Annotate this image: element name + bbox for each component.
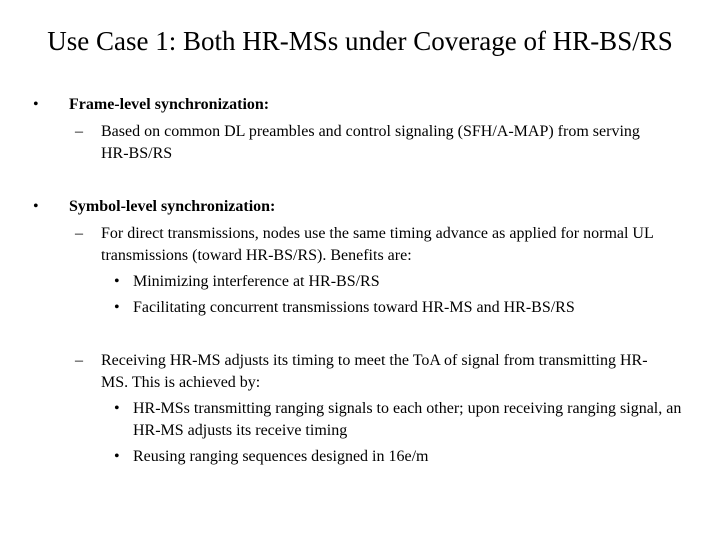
bullet-marker: • [114, 273, 120, 290]
frame-level-heading: Frame-level synchronization: [69, 96, 270, 113]
bullet-marker: • [114, 400, 120, 417]
slide-title: Use Case 1: Both HR-MSs under Coverage of HR-BS/RS [47, 26, 673, 56]
minimizing-interference-text: Minimizing interference at HR-BS/RS [133, 273, 380, 290]
concurrent-transmissions-text: Facilitating concurrent transmissions toward HR-MS and HR-BS/RS [133, 299, 575, 316]
receiving-hr-ms-text: Receiving HR-MS adjusts its timing to meet the ToA of signal from transmitting HR-MS. This is achieved by: [101, 352, 648, 391]
symbol-level-heading: Symbol-level synchronization: [69, 198, 276, 215]
bullet-marker: • [33, 96, 39, 113]
dash-marker: – [75, 225, 83, 242]
bullet-marker: • [33, 198, 39, 215]
subsubbullet-reusing-ranging [0, 446, 720, 468]
bullet-marker: • [114, 448, 120, 465]
ranging-signals-text: HR-MSs transmitting ranging signals to each other; upon receiving ranging signal, an HR-MS adjusts its receive timing [133, 400, 682, 439]
subbullet-direct-transmissions [0, 223, 720, 267]
bullet-marker: • [114, 299, 120, 316]
dash-marker: – [75, 123, 83, 140]
common-dl-text: Based on common DL preambles and control signaling (SFH/A-MAP) from serving HR-BS/RS [101, 123, 640, 162]
subbullet-receiving-hr-ms [0, 350, 720, 394]
subsubbullet-minimizing-interference [0, 271, 720, 293]
subbullet-common-dl [0, 121, 720, 165]
bullet-symbol-level [0, 196, 720, 218]
reusing-ranging-text: Reusing ranging sequences designed in 16e/m [133, 448, 429, 465]
subsubbullet-concurrent-transmissions [0, 297, 720, 319]
subsubbullet-ranging-signals [0, 398, 720, 442]
bullet-frame-level [0, 94, 720, 116]
dash-marker: – [75, 352, 83, 369]
direct-transmissions-text: For direct transmissions, nodes use the same timing advance as applied for normal UL transmissions (toward HR-BS/RS). Benefits are: [101, 225, 654, 264]
